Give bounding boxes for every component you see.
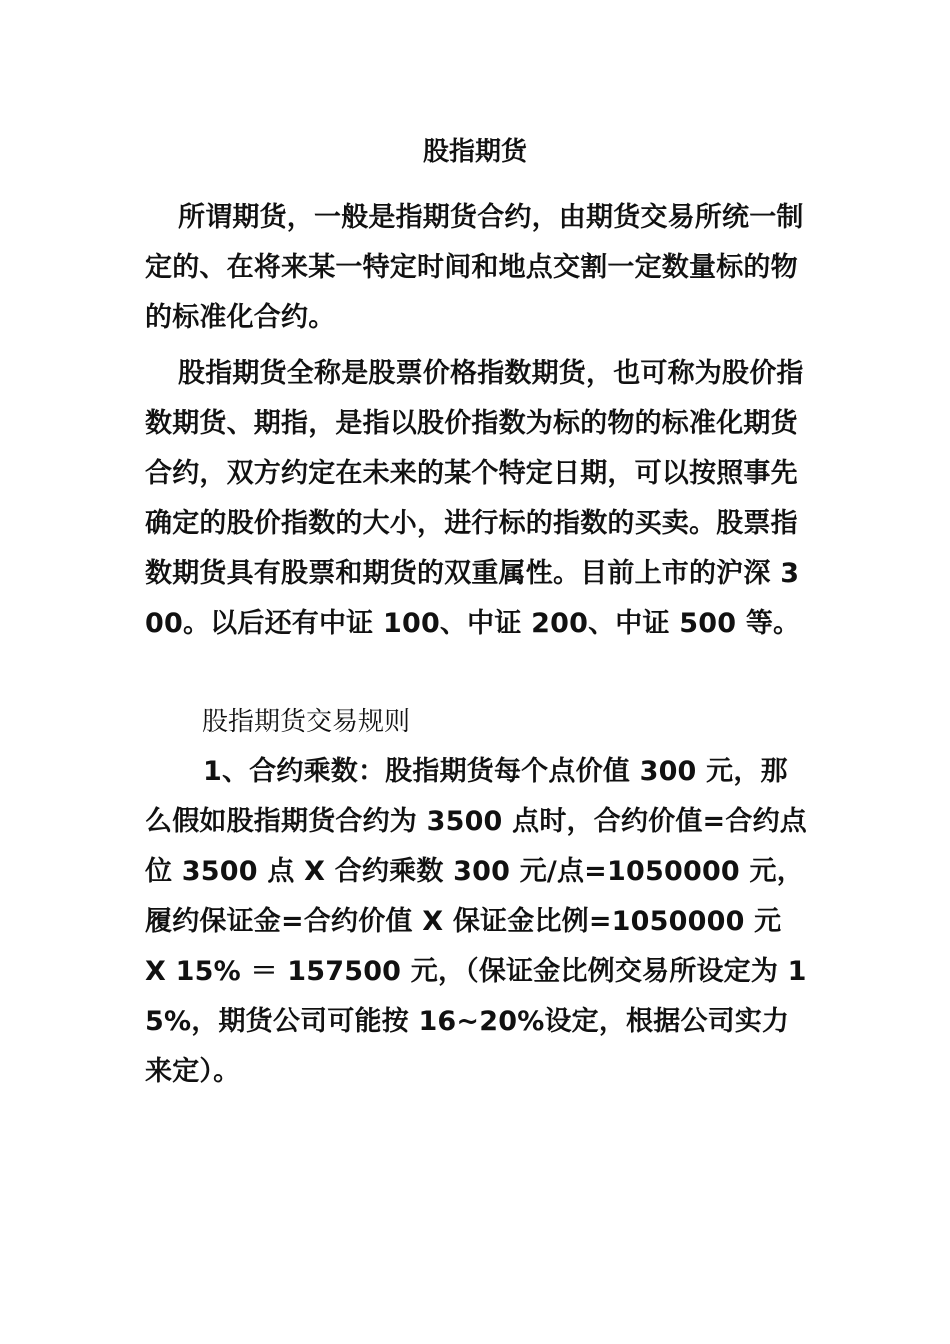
paragraph-futures-definition: 所谓期货，一般是指期货合约，由期货交易所统一制定的、在将来某一特定时间和地点交割一定数量标的物的标准化合约。 xyxy=(145,202,804,333)
section-heading-trading-rules: 股指期货交易规则 xyxy=(202,707,411,737)
document-title: 股指期货 xyxy=(422,137,527,167)
paragraph-index-futures-definition: 股指期货全称是股票价格指数期货，也可称为股价指数期货、期指，是指以股价指数为标的物的标准化期货合约，双方约定在未来的某个特定日期，可以按照事先确定的股价指数的大小，进行标的指数的买卖。股票指数期货具有股票和期货的双重属性。目前上市的沪深 300。以后还有中证 100、中证 200、中证 500 等。 xyxy=(145,358,804,639)
paragraph-contract-multiplier: 1、合约乘数：股指期货每个点价值 300 元，那么假如股指期货合约为 3500 点时，合约价值=合约点位 3500 点 X 合约乘数 300 元/点=1050000 元，履约保证金=合约价值 X 保证金比例=1050000 元 X 15% ＝ 157500 元，（保证金比例交易所设定为 15%，期货公司可能按 16~20%设定，根据公司实力来定）。 xyxy=(145,756,807,1087)
